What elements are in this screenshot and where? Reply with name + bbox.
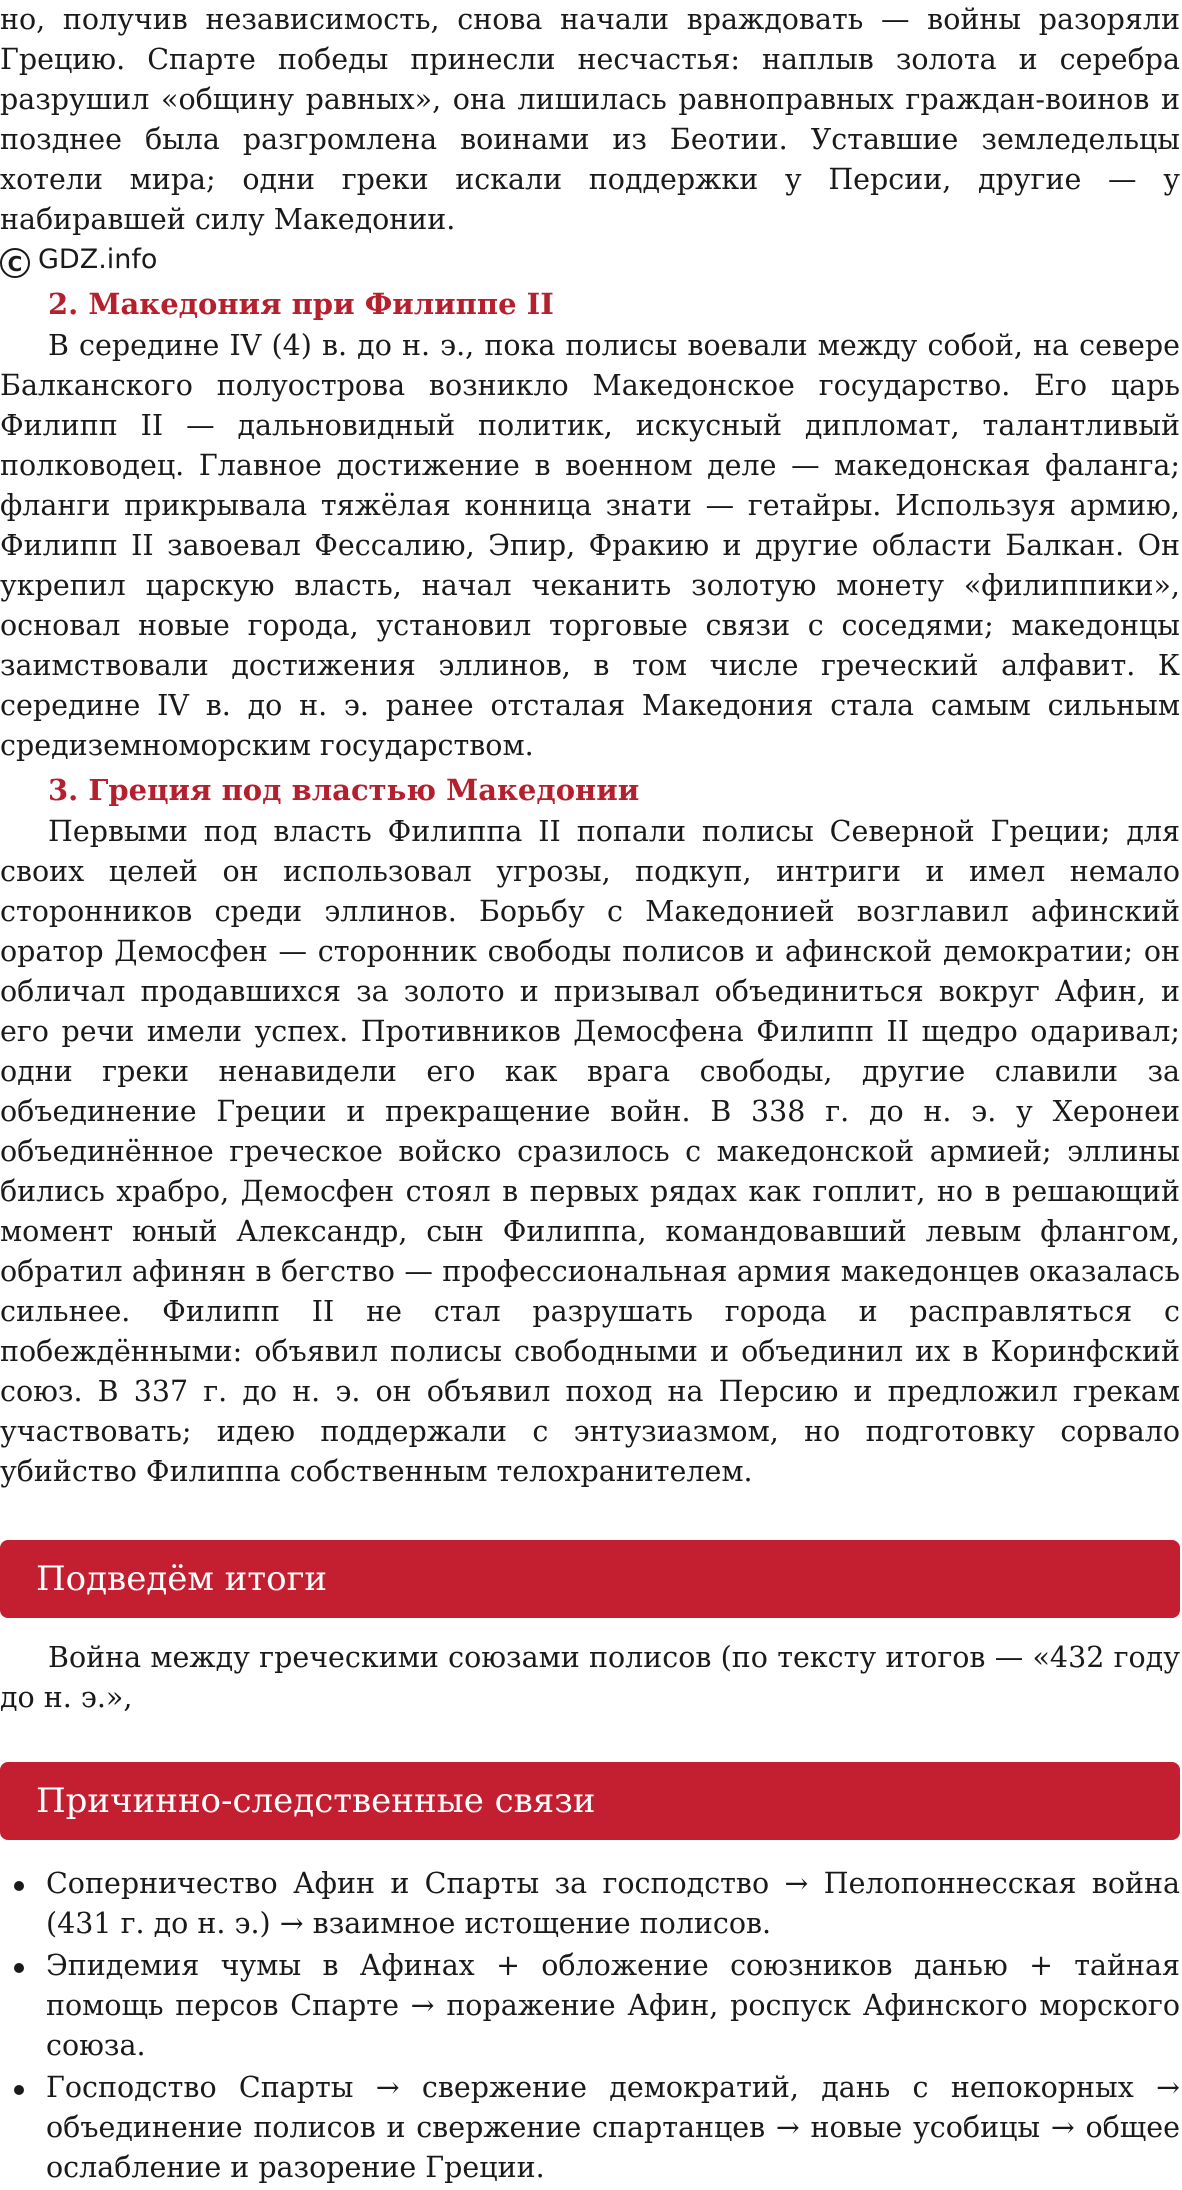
list-item xyxy=(0,2068,1180,2188)
bullet-icon xyxy=(14,1881,24,1891)
list-item-text: Эпидемия чумы в Афинах + обложение союзников данью + тайная помощь персов Спарте → поражение Афин, роспуск Афинского морского союза. xyxy=(46,1949,1180,2062)
section-heading-greece: 3. Греция под властью Македонии xyxy=(48,773,640,807)
causal-links-banner: Причинно-следственные связи xyxy=(0,1762,1180,1840)
list-item-text: Соперничество Афин и Спарты за господство → Пелопоннесская война (431 г. до н. э.) → взаимное истощение полисов. xyxy=(46,1867,1180,1940)
section-paragraph-macedonia: В середине IV (4) в. до н. э., пока полисы воевали между собой, на севере Балканского полуострова возникло Македонское государство. Его царь Филипп II — дальновидный политик, искусный дипломат, талантливый полководец. Главное достижение в военном деле — македонская фаланга; фланги прикрывала тяжёлая конница знати — гетайры. Используя армию, Филипп II завоевал Фессалию, Эпир, Фракию и другие области Балкан. Он укрепил царскую власть, начал чеканить золотую монету «филиппики», основал новые города, установил торговые связи с соседями; македонцы заимствовали достижения эллинов, в том числе греческий алфавит. К середине IV в. до н. э. ранее отсталая Македония стала самым сильным средиземноморским государством. xyxy=(0,329,1180,762)
section-heading-macedonia: 2. Македония при Филиппе II xyxy=(48,287,554,321)
list-item-text: Господство Спарты → свержение демократий, дань с непокорных → объединение полисов и свержение спартанцев → новые усобицы → общее ослабление и разорение Греции. xyxy=(46,2071,1180,2184)
summary-text: Война между греческими союзами полисов (по тексту итогов — «432 году до н. э.», xyxy=(0,1641,1180,1714)
list-item xyxy=(0,1946,1180,2066)
copyright-line xyxy=(0,240,1180,280)
causal-links-list xyxy=(0,1864,1180,2188)
section-paragraph-greece: Первыми под власть Филиппа II попали полисы Северной Греции; для своих целей он использовал угрозы, подкуп, интриги и имел немало сторонников среди эллинов. Борьбу с Македонией возглавил афинский оратор Демосфен — сторонник свободы полисов и афинской демократии; он обличал продавшихся за золото и призывал объединиться вокруг Афин, и его речи имели успех. Противников Демосфена Филипп II щедро одаривал; одни греки ненавидели его как врага свободы, другие славили за объединение Греции и прекращение войн. В 338 г. до н. э. у Херонеи объединённое греческое войско сразилось с македонской армией; эллины бились храбро, Демосфен стоял в первых рядах как гоплит, но в решающий момент юный Александр, сын Филиппа, командовавший левым флангом, обратил афинян в бегство — профессиональная армия македонцев оказалась сильнее. Филипп II не стал разрушать города и расправляться с побеждёнными: объявил полисы свободными и объединил их в Коринфский союз. В 337 г. до н. э. он объявил поход на Персию и предложил грекам участвовать; идею поддержали с энтузиазмом, но подготовку сорвало убийство Филиппа собственным телохранителем. xyxy=(0,815,1180,1488)
bullet-icon xyxy=(14,2085,24,2095)
intro-paragraph: но, получив независимость, снова начали враждовать — войны разоряли Грецию. Спарте победы принесли несчастья: наплыв золота и серебра разрушил «общину равных», она лишилась равноправных граждан-воинов и позднее была разгромлена воинами из Беотии. Уставшие земледельцы хотели мира; одни греки искали поддержки у Персии, другие — у набиравшей силу Македонии. xyxy=(0,3,1180,236)
bullet-icon xyxy=(14,1963,24,1973)
copyright-icon: C xyxy=(0,248,30,278)
list-item xyxy=(0,1864,1180,1944)
summary-banner: Подведём итоги xyxy=(0,1540,1180,1618)
copyright-text: GDZ.info xyxy=(38,244,158,275)
